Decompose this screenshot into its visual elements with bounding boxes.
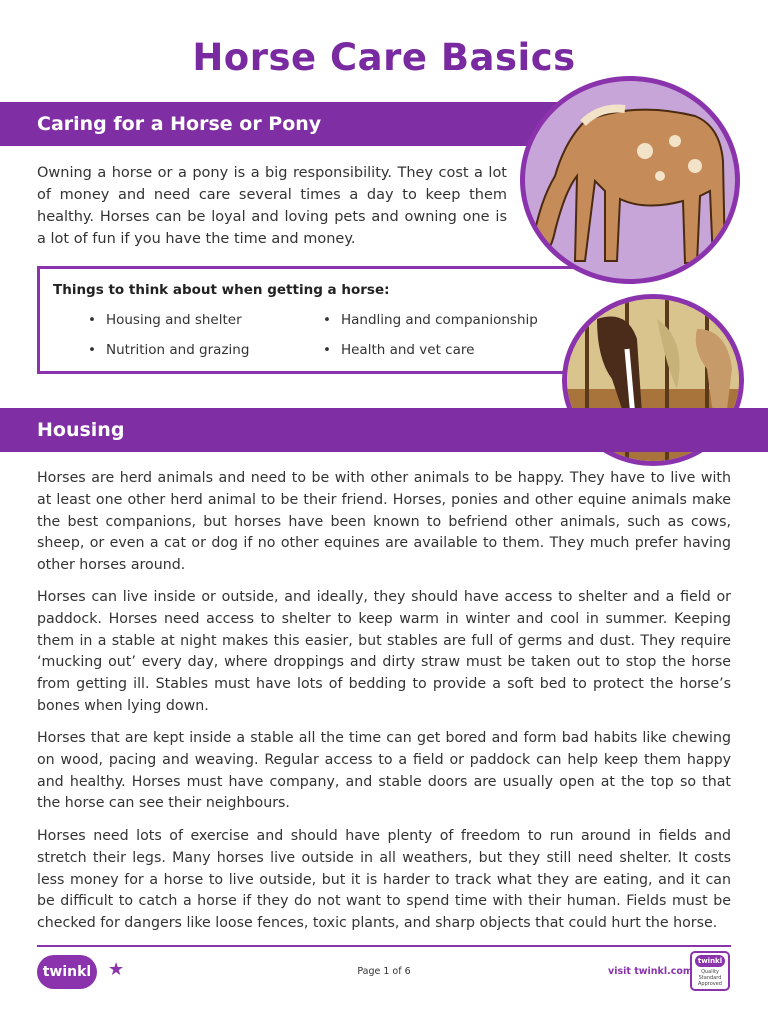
bullet-item: • Handling and companionship [323,312,538,328]
bullet-item: • Nutrition and grazing [88,342,249,358]
badge-brand: twinkl [695,955,725,967]
footer-divider [37,945,731,947]
bullet-item: • Health and vet care [323,342,474,358]
housing-paragraph-4: Horses need lots of exercise and should have plenty of freedom to run around in fields and stretch their legs. Many horses live outside in all weathers, but they still need shelter. It costs less money for a horse to live outside, but it is harder to track what they are eating, and it can be difficult to catch a horse if they do not want to spend time with their human. Fields must be checked for dangers like loose fences, toxic plants, and sharp objects that could hurt the horse. [37,828,731,932]
section-heading-housing: Housing [0,408,768,452]
things-to-think-box [37,266,583,374]
page-title: Horse Care Basics [192,36,576,79]
grazing-horse-illustration [520,76,740,284]
star-icon: ★ [108,959,125,980]
quality-badge-icon [690,951,730,991]
badge-text: Quality Standard Approved [698,969,722,987]
horse-drawing [525,81,735,279]
housing-paragraph-2: Horses can live inside or outside, and ideally, they should have access to shelter and a field or paddock. Horses need access to shelter to keep warm in winter and cool in summer. Keeping them in a stable at night makes this easier, but stables are full of germs and dust. They require ‘mucking out’ every day, where droppings and dirty straw must be taken out to stop the horse from getting ill. Stables must have lots of bedding to provide a soft bed to protect the horse’s bones when lying down. [37,589,731,714]
intro-paragraph: Owning a horse or a pony is a big responsibility. They cost a lot of money and need care several times a day to keep them healthy. Horses can be loyal and loving pets and owning one is a lot of fun if you have the time and money. [37,165,507,247]
housing-paragraph-1: Horses are herd animals and need to be with other animals to be happy. They have to live with at least one other herd animal to be their friend. Horses, ponies and other equine animals make the best companions, but horses have been known to befriend other animals, such as cows, sheep, or even a cat or dog if no other equines are available to them. They much prefer having other horses around. [37,470,731,574]
visit-link[interactable]: visit twinkl.com [608,966,693,977]
page-number: Page 1 of 6 [357,966,411,977]
housing-paragraph-3: Horses that are kept inside a stable all the time can get bored and form bad habits like chewing on wood, pacing and weaving. Regular access to a field or paddock can help keep them happy and healthy. Horses must have company, and stable doors are usually open at the top so that the horse can see their neighbours. [37,730,731,812]
bullet-item: • Housing and shelter [88,312,242,328]
box-title: Things to think about when getting a horse: [53,282,390,298]
section-heading-caring: Caring for a Horse or Pony [0,102,640,146]
twinkl-logo[interactable]: twinkl [37,955,97,989]
